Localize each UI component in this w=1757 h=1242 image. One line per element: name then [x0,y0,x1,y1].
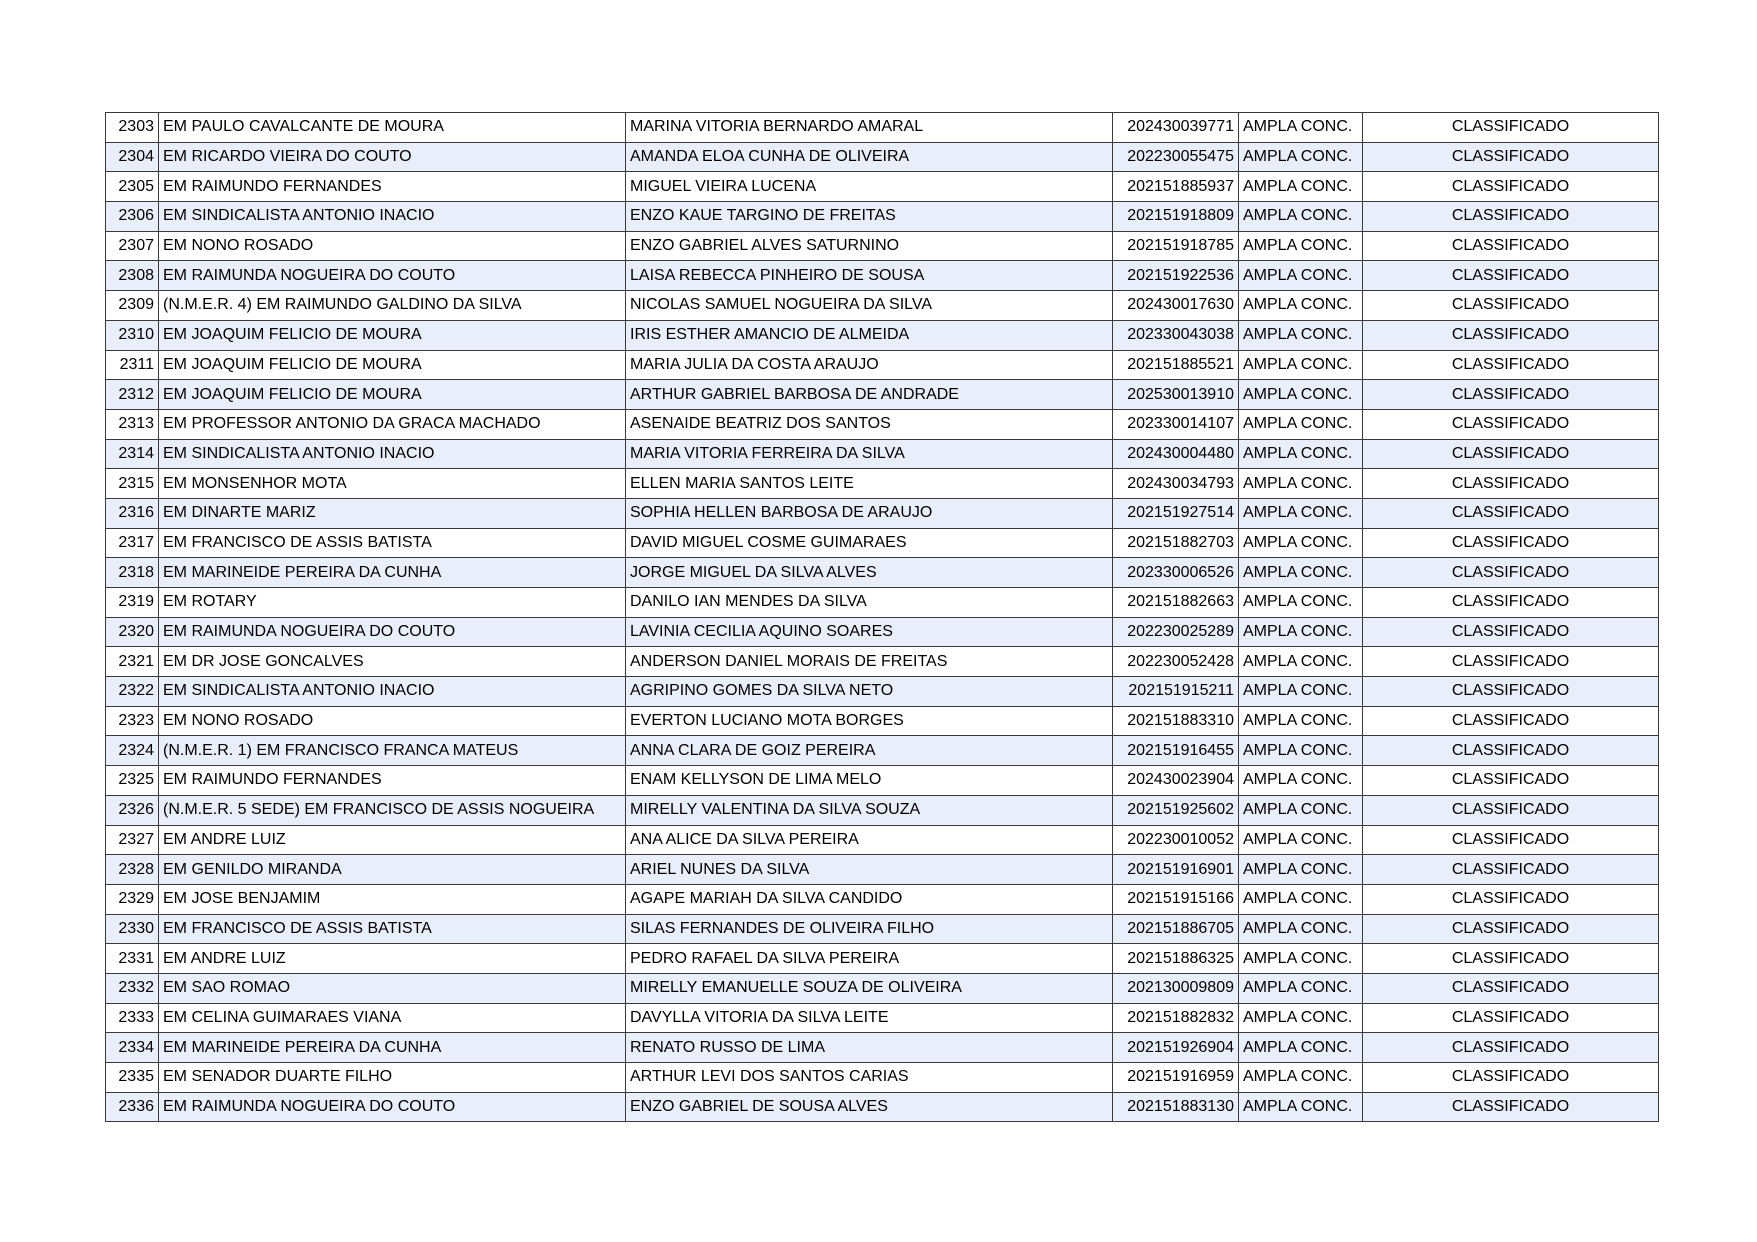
school-name-cell: EM SINDICALISTA ANTONIO INACIO [159,677,626,707]
table-row [106,231,1659,261]
row-number-cell: 2305 [106,172,159,202]
status-cell: CLASSIFICADO [1363,677,1659,707]
student-name-cell: ENZO GABRIEL DE SOUSA ALVES [626,1092,1113,1122]
row-number-cell: 2326 [106,795,159,825]
registration-number-cell: 202151915211 [1113,677,1239,707]
modality-cell: AMPLA CONC. [1239,498,1363,528]
table-row [106,113,1659,143]
school-name-cell: EM ANDRE LUIZ [159,944,626,974]
student-name-cell: NICOLAS SAMUEL NOGUEIRA DA SILVA [626,291,1113,321]
row-number-cell: 2328 [106,855,159,885]
status-cell: CLASSIFICADO [1363,914,1659,944]
status-cell: CLASSIFICADO [1363,973,1659,1003]
row-number-cell: 2320 [106,617,159,647]
row-number-cell: 2308 [106,261,159,291]
row-number-cell: 2318 [106,558,159,588]
status-cell: CLASSIFICADO [1363,231,1659,261]
status-cell: CLASSIFICADO [1363,944,1659,974]
modality-cell: AMPLA CONC. [1239,320,1363,350]
school-name-cell: EM PROFESSOR ANTONIO DA GRACA MACHADO [159,409,626,439]
table-row [106,1092,1659,1122]
status-cell: CLASSIFICADO [1363,439,1659,469]
modality-cell: AMPLA CONC. [1239,1092,1363,1122]
registration-number-cell: 202230055475 [1113,142,1239,172]
status-cell: CLASSIFICADO [1363,736,1659,766]
row-number-cell: 2325 [106,766,159,796]
modality-cell: AMPLA CONC. [1239,231,1363,261]
table-row [106,647,1659,677]
registration-number-cell: 202151886325 [1113,944,1239,974]
student-name-cell: ANNA CLARA DE GOIZ PEREIRA [626,736,1113,766]
table-row [106,1063,1659,1093]
school-name-cell: EM FRANCISCO DE ASSIS BATISTA [159,914,626,944]
modality-cell: AMPLA CONC. [1239,736,1363,766]
modality-cell: AMPLA CONC. [1239,855,1363,885]
registration-number-cell: 202151918785 [1113,231,1239,261]
status-cell: CLASSIFICADO [1363,766,1659,796]
student-name-cell: ANA ALICE DA SILVA PEREIRA [626,825,1113,855]
row-number-cell: 2321 [106,647,159,677]
table-row [106,380,1659,410]
modality-cell: AMPLA CONC. [1239,795,1363,825]
modality-cell: AMPLA CONC. [1239,202,1363,232]
table-row [106,498,1659,528]
modality-cell: AMPLA CONC. [1239,884,1363,914]
modality-cell: AMPLA CONC. [1239,1003,1363,1033]
student-name-cell: MIRELLY VALENTINA DA SILVA SOUZA [626,795,1113,825]
status-cell: CLASSIFICADO [1363,706,1659,736]
student-name-cell: ARIEL NUNES DA SILVA [626,855,1113,885]
student-name-cell: MIGUEL VIEIRA LUCENA [626,172,1113,202]
status-cell: CLASSIFICADO [1363,1003,1659,1033]
student-name-cell: DANILO IAN MENDES DA SILVA [626,588,1113,618]
row-number-cell: 2310 [106,320,159,350]
table-row [106,588,1659,618]
modality-cell: AMPLA CONC. [1239,766,1363,796]
registration-number-cell: 202151882832 [1113,1003,1239,1033]
school-name-cell: EM JOSE BENJAMIM [159,884,626,914]
student-name-cell: PEDRO RAFAEL DA SILVA PEREIRA [626,944,1113,974]
school-name-cell: (N.M.E.R. 4) EM RAIMUNDO GALDINO DA SILVA [159,291,626,321]
school-name-cell: EM CELINA GUIMARAES VIANA [159,1003,626,1033]
modality-cell: AMPLA CONC. [1239,588,1363,618]
modality-cell: AMPLA CONC. [1239,469,1363,499]
student-name-cell: ENZO KAUE TARGINO DE FREITAS [626,202,1113,232]
school-name-cell: EM RAIMUNDA NOGUEIRA DO COUTO [159,617,626,647]
student-name-cell: MIRELLY EMANUELLE SOUZA DE OLIVEIRA [626,973,1113,1003]
modality-cell: AMPLA CONC. [1239,1063,1363,1093]
student-name-cell: ELLEN MARIA SANTOS LEITE [626,469,1113,499]
modality-cell: AMPLA CONC. [1239,1033,1363,1063]
modality-cell: AMPLA CONC. [1239,409,1363,439]
row-number-cell: 2304 [106,142,159,172]
status-cell: CLASSIFICADO [1363,261,1659,291]
school-name-cell: EM FRANCISCO DE ASSIS BATISTA [159,528,626,558]
row-number-cell: 2303 [106,113,159,143]
registration-number-cell: 202151922536 [1113,261,1239,291]
registration-number-cell: 202151926904 [1113,1033,1239,1063]
modality-cell: AMPLA CONC. [1239,142,1363,172]
student-name-cell: ARTHUR LEVI DOS SANTOS CARIAS [626,1063,1113,1093]
status-cell: CLASSIFICADO [1363,647,1659,677]
registration-number-cell: 202151916959 [1113,1063,1239,1093]
modality-cell: AMPLA CONC. [1239,647,1363,677]
registration-number-cell: 202130009809 [1113,973,1239,1003]
student-name-cell: LAISA REBECCA PINHEIRO DE SOUSA [626,261,1113,291]
row-number-cell: 2324 [106,736,159,766]
registration-number-cell: 202330043038 [1113,320,1239,350]
school-name-cell: EM JOAQUIM FELICIO DE MOURA [159,320,626,350]
row-number-cell: 2331 [106,944,159,974]
student-name-cell: MARIA JULIA DA COSTA ARAUJO [626,350,1113,380]
row-number-cell: 2330 [106,914,159,944]
table-row [106,172,1659,202]
table-row [106,202,1659,232]
status-cell: CLASSIFICADO [1363,350,1659,380]
row-number-cell: 2315 [106,469,159,499]
registration-number-cell: 202230025289 [1113,617,1239,647]
registration-number-cell: 202430023904 [1113,766,1239,796]
student-name-cell: DAVYLLA VITORIA DA SILVA LEITE [626,1003,1113,1033]
row-number-cell: 2309 [106,291,159,321]
school-name-cell: EM JOAQUIM FELICIO DE MOURA [159,380,626,410]
status-cell: CLASSIFICADO [1363,142,1659,172]
school-name-cell: EM DR JOSE GONCALVES [159,647,626,677]
student-name-cell: SOPHIA HELLEN BARBOSA DE ARAUJO [626,498,1113,528]
table-row [106,409,1659,439]
row-number-cell: 2323 [106,706,159,736]
school-name-cell: EM PAULO CAVALCANTE DE MOURA [159,113,626,143]
modality-cell: AMPLA CONC. [1239,113,1363,143]
school-name-cell: EM ANDRE LUIZ [159,825,626,855]
school-name-cell: EM MARINEIDE PEREIRA DA CUNHA [159,558,626,588]
student-name-cell: ENAM KELLYSON DE LIMA MELO [626,766,1113,796]
table-row [106,291,1659,321]
table-row [106,1033,1659,1063]
status-cell: CLASSIFICADO [1363,202,1659,232]
modality-cell: AMPLA CONC. [1239,261,1363,291]
row-number-cell: 2306 [106,202,159,232]
registration-number-cell: 202151882703 [1113,528,1239,558]
table-row [106,439,1659,469]
registration-number-cell: 202151925602 [1113,795,1239,825]
student-name-cell: AGRIPINO GOMES DA SILVA NETO [626,677,1113,707]
status-cell: CLASSIFICADO [1363,617,1659,647]
school-name-cell: EM GENILDO MIRANDA [159,855,626,885]
registration-number-cell: 202151886705 [1113,914,1239,944]
registration-number-cell: 202151918809 [1113,202,1239,232]
row-number-cell: 2313 [106,409,159,439]
modality-cell: AMPLA CONC. [1239,350,1363,380]
row-number-cell: 2312 [106,380,159,410]
row-number-cell: 2319 [106,588,159,618]
school-name-cell: (N.M.E.R. 1) EM FRANCISCO FRANCA MATEUS [159,736,626,766]
registration-number-cell: 202151885521 [1113,350,1239,380]
student-name-cell: JORGE MIGUEL DA SILVA ALVES [626,558,1113,588]
student-name-cell: ENZO GABRIEL ALVES SATURNINO [626,231,1113,261]
row-number-cell: 2316 [106,498,159,528]
modality-cell: AMPLA CONC. [1239,558,1363,588]
modality-cell: AMPLA CONC. [1239,973,1363,1003]
status-cell: CLASSIFICADO [1363,409,1659,439]
status-cell: CLASSIFICADO [1363,320,1659,350]
status-cell: CLASSIFICADO [1363,884,1659,914]
table-row [106,320,1659,350]
table-row [106,528,1659,558]
table-row [106,795,1659,825]
student-name-cell: IRIS ESTHER AMANCIO DE ALMEIDA [626,320,1113,350]
student-name-cell: MARIA VITORIA FERREIRA DA SILVA [626,439,1113,469]
table-row [106,677,1659,707]
registration-number-cell: 202151885937 [1113,172,1239,202]
school-name-cell: EM SAO ROMAO [159,973,626,1003]
school-name-cell: EM ROTARY [159,588,626,618]
school-name-cell: EM RICARDO VIEIRA DO COUTO [159,142,626,172]
table-row [106,558,1659,588]
student-name-cell: AMANDA ELOA CUNHA DE OLIVEIRA [626,142,1113,172]
modality-cell: AMPLA CONC. [1239,291,1363,321]
modality-cell: AMPLA CONC. [1239,706,1363,736]
school-name-cell: EM JOAQUIM FELICIO DE MOURA [159,350,626,380]
student-name-cell: RENATO RUSSO DE LIMA [626,1033,1113,1063]
registration-number-cell: 202530013910 [1113,380,1239,410]
modality-cell: AMPLA CONC. [1239,528,1363,558]
registration-number-cell: 202151882663 [1113,588,1239,618]
modality-cell: AMPLA CONC. [1239,825,1363,855]
status-cell: CLASSIFICADO [1363,498,1659,528]
status-cell: CLASSIFICADO [1363,855,1659,885]
student-name-cell: SILAS FERNANDES DE OLIVEIRA FILHO [626,914,1113,944]
row-number-cell: 2329 [106,884,159,914]
table-row [106,825,1659,855]
table-row [106,706,1659,736]
school-name-cell: EM RAIMUNDA NOGUEIRA DO COUTO [159,261,626,291]
student-name-cell: DAVID MIGUEL COSME GUIMARAES [626,528,1113,558]
table-row [106,884,1659,914]
registration-number-cell: 202430034793 [1113,469,1239,499]
status-cell: CLASSIFICADO [1363,469,1659,499]
school-name-cell: EM RAIMUNDA NOGUEIRA DO COUTO [159,1092,626,1122]
status-cell: CLASSIFICADO [1363,528,1659,558]
status-cell: CLASSIFICADO [1363,380,1659,410]
school-name-cell: EM NONO ROSADO [159,231,626,261]
table-row [106,1003,1659,1033]
modality-cell: AMPLA CONC. [1239,914,1363,944]
school-name-cell: EM SINDICALISTA ANTONIO INACIO [159,439,626,469]
registration-number-cell: 202151916901 [1113,855,1239,885]
table-row [106,944,1659,974]
row-number-cell: 2333 [106,1003,159,1033]
registration-number-cell: 202151927514 [1113,498,1239,528]
table-row [106,736,1659,766]
table-row [106,617,1659,647]
registration-number-cell: 202230052428 [1113,647,1239,677]
registration-number-cell: 202330014107 [1113,409,1239,439]
table-row [106,914,1659,944]
registration-number-cell: 202151916455 [1113,736,1239,766]
table-row [106,469,1659,499]
status-cell: CLASSIFICADO [1363,825,1659,855]
row-number-cell: 2336 [106,1092,159,1122]
student-name-cell: ANDERSON DANIEL MORAIS DE FREITAS [626,647,1113,677]
registration-number-cell: 202430004480 [1113,439,1239,469]
student-name-cell: LAVINIA CECILIA AQUINO SOARES [626,617,1113,647]
status-cell: CLASSIFICADO [1363,291,1659,321]
modality-cell: AMPLA CONC. [1239,172,1363,202]
registration-number-cell: 202330006526 [1113,558,1239,588]
modality-cell: AMPLA CONC. [1239,439,1363,469]
modality-cell: AMPLA CONC. [1239,617,1363,647]
status-cell: CLASSIFICADO [1363,1063,1659,1093]
school-name-cell: EM SINDICALISTA ANTONIO INACIO [159,202,626,232]
status-cell: CLASSIFICADO [1363,172,1659,202]
status-cell: CLASSIFICADO [1363,588,1659,618]
row-number-cell: 2314 [106,439,159,469]
school-name-cell: EM NONO ROSADO [159,706,626,736]
student-name-cell: EVERTON LUCIANO MOTA BORGES [626,706,1113,736]
registration-number-cell: 202151883310 [1113,706,1239,736]
status-cell: CLASSIFICADO [1363,795,1659,825]
school-name-cell: EM RAIMUNDO FERNANDES [159,766,626,796]
classification-table [105,112,1659,1122]
school-name-cell: EM SENADOR DUARTE FILHO [159,1063,626,1093]
school-name-cell: EM MONSENHOR MOTA [159,469,626,499]
status-cell: CLASSIFICADO [1363,1092,1659,1122]
row-number-cell: 2327 [106,825,159,855]
row-number-cell: 2334 [106,1033,159,1063]
row-number-cell: 2335 [106,1063,159,1093]
table-row [106,766,1659,796]
school-name-cell: EM MARINEIDE PEREIRA DA CUNHA [159,1033,626,1063]
table-row [106,973,1659,1003]
table-row [106,142,1659,172]
registration-number-cell: 202430017630 [1113,291,1239,321]
row-number-cell: 2322 [106,677,159,707]
student-name-cell: ARTHUR GABRIEL BARBOSA DE ANDRADE [626,380,1113,410]
table-body [106,113,1659,1122]
status-cell: CLASSIFICADO [1363,113,1659,143]
row-number-cell: 2307 [106,231,159,261]
registration-number-cell: 202230010052 [1113,825,1239,855]
modality-cell: AMPLA CONC. [1239,677,1363,707]
modality-cell: AMPLA CONC. [1239,944,1363,974]
student-name-cell: ASENAIDE BEATRIZ DOS SANTOS [626,409,1113,439]
row-number-cell: 2311 [106,350,159,380]
student-name-cell: MARINA VITORIA BERNARDO AMARAL [626,113,1113,143]
school-name-cell: EM DINARTE MARIZ [159,498,626,528]
table-row [106,261,1659,291]
status-cell: CLASSIFICADO [1363,558,1659,588]
table-row [106,855,1659,885]
registration-number-cell: 202151915166 [1113,884,1239,914]
registration-number-cell: 202151883130 [1113,1092,1239,1122]
school-name-cell: EM RAIMUNDO FERNANDES [159,172,626,202]
row-number-cell: 2317 [106,528,159,558]
table-row [106,350,1659,380]
registration-number-cell: 202430039771 [1113,113,1239,143]
row-number-cell: 2332 [106,973,159,1003]
student-name-cell: AGAPE MARIAH DA SILVA CANDIDO [626,884,1113,914]
status-cell: CLASSIFICADO [1363,1033,1659,1063]
school-name-cell: (N.M.E.R. 5 SEDE) EM FRANCISCO DE ASSIS NOGUEIRA [159,795,626,825]
modality-cell: AMPLA CONC. [1239,380,1363,410]
